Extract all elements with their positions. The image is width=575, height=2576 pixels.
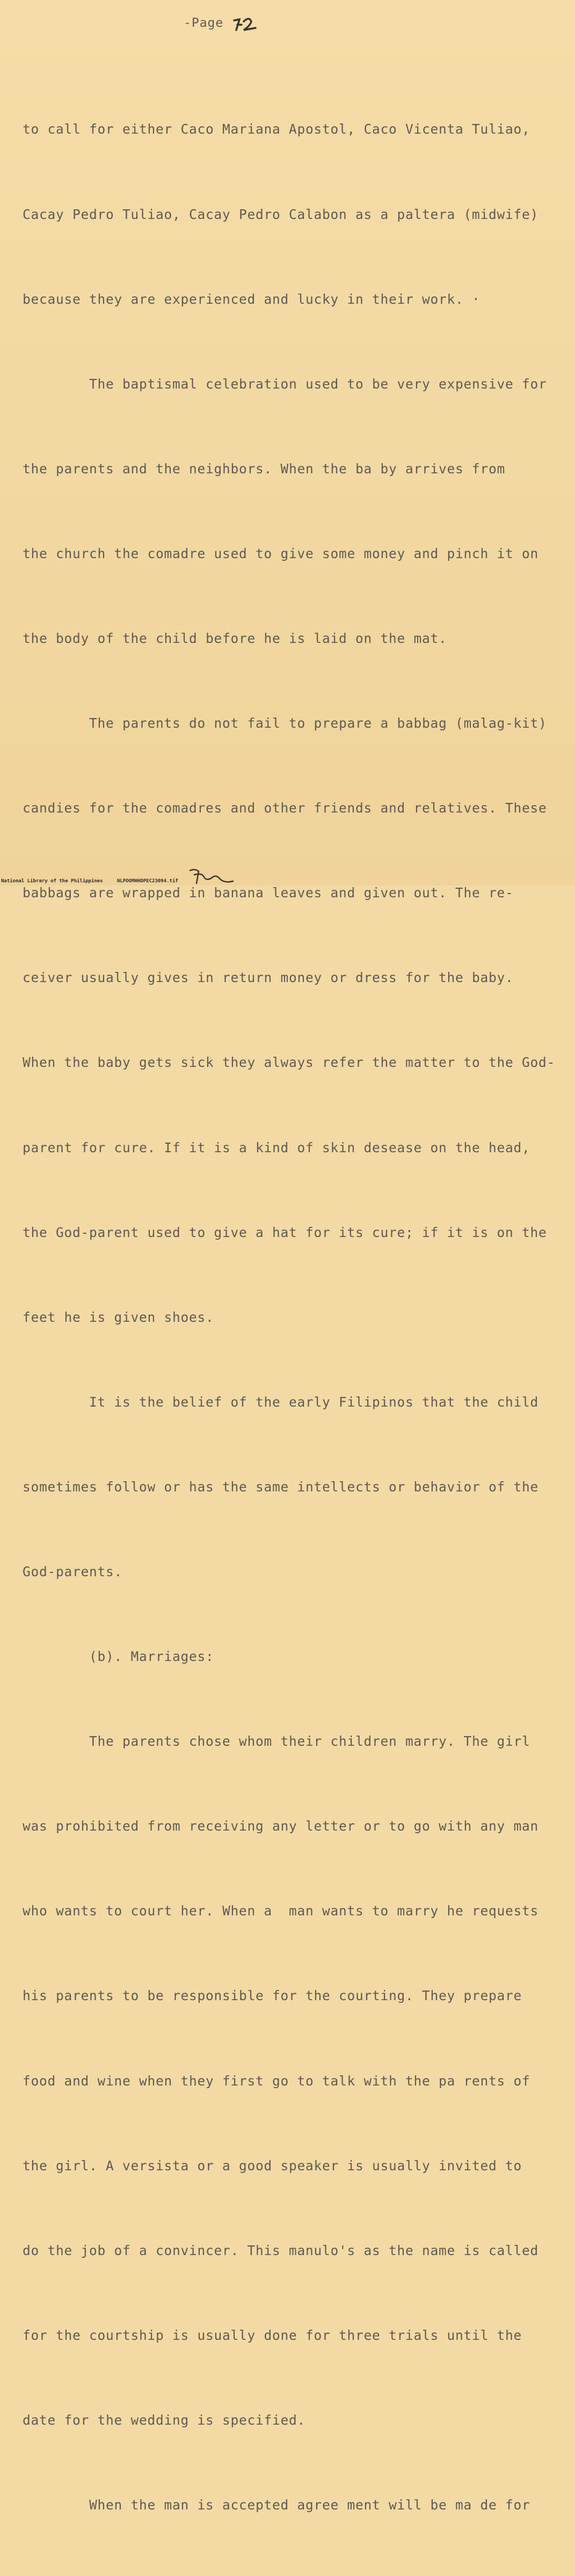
text-line: The parents do not fail to prepare a babbag (malag-kit) bbox=[23, 715, 547, 731]
text-line: When the baby gets sick they always refer the matter to the God- bbox=[23, 1055, 556, 1071]
text-line: the body of the child before he is laid on the mat. bbox=[23, 630, 447, 646]
section-heading-marriages: (b). Marriages: bbox=[23, 1649, 214, 1665]
text-line: food and wine when they first go to talk with the pa rents of bbox=[23, 2073, 530, 2089]
text-line: God-parents. bbox=[23, 1564, 123, 1579]
text-line: do the job of a convincer. This manulo's as the name is called bbox=[23, 2242, 539, 2258]
text-line: the parents and the neighbors. When the ba by arrives from bbox=[23, 460, 506, 477]
document-body bbox=[23, 59, 565, 2576]
text-line: his parents to be responsible for the courting. They prepare bbox=[23, 1988, 522, 2004]
text-line: who wants to court her. When a man wants to marry he requests bbox=[23, 1903, 539, 1919]
footer-library-name: National Library of the Philippines bbox=[1, 879, 103, 884]
handwritten-page-number bbox=[232, 14, 258, 35]
text-line: because they are experienced and lucky in their work. · bbox=[23, 291, 481, 307]
text-line: sometimes follow or has the same intellects or behavior of the bbox=[23, 1479, 539, 1495]
scan-footer bbox=[0, 878, 575, 885]
text-line: was prohibited from receiving any letter or to go with any man bbox=[23, 1818, 539, 1834]
text-line: ceiver usually gives in return money or dress for the baby. bbox=[23, 970, 514, 986]
text-line: the girl. A versista or a good speaker is usually invited to bbox=[23, 2157, 522, 2174]
text-line: When the man is accepted agree ment will be ma de for bbox=[23, 2497, 530, 2513]
text-line: It is the belief of the early Filipinos that the child bbox=[23, 1394, 539, 1410]
text-line: The baptismal celebration used to be very expensive for bbox=[23, 376, 547, 392]
text-line: parent for cure. If it is a kind of skin desease on the head, bbox=[23, 1139, 530, 1155]
footer-filename: NLPOOMHHDPEC23094.tif bbox=[117, 879, 178, 884]
text-line: feet he is given shoes. bbox=[23, 1309, 214, 1325]
text-line: the God-parent used to give a hat for its cure; if it is on the bbox=[23, 1224, 547, 1240]
page-header-label: -Page bbox=[184, 16, 224, 30]
text-line: to call for either Caco Mariana Apostol, Caco Vicenta Tuliao, bbox=[23, 121, 530, 137]
text-line: date for the wedding is specified. bbox=[23, 2412, 306, 2428]
text-line: candies for the comadres and other friends and relatives. These bbox=[23, 800, 547, 816]
text-line: The parents chose whom their children marry. The girl bbox=[23, 1733, 530, 1750]
text-line: babbags are wrapped in banana leaves and given out. The re- bbox=[23, 885, 514, 901]
text-line: for the courtship is usually done for three trials until the bbox=[23, 2327, 522, 2343]
text-line: Cacay Pedro Tuliao, Cacay Pedro Calabon as a paltera (midwife) bbox=[23, 206, 539, 222]
text-line: the church the comadre used to give some money and pinch it on bbox=[23, 545, 539, 561]
